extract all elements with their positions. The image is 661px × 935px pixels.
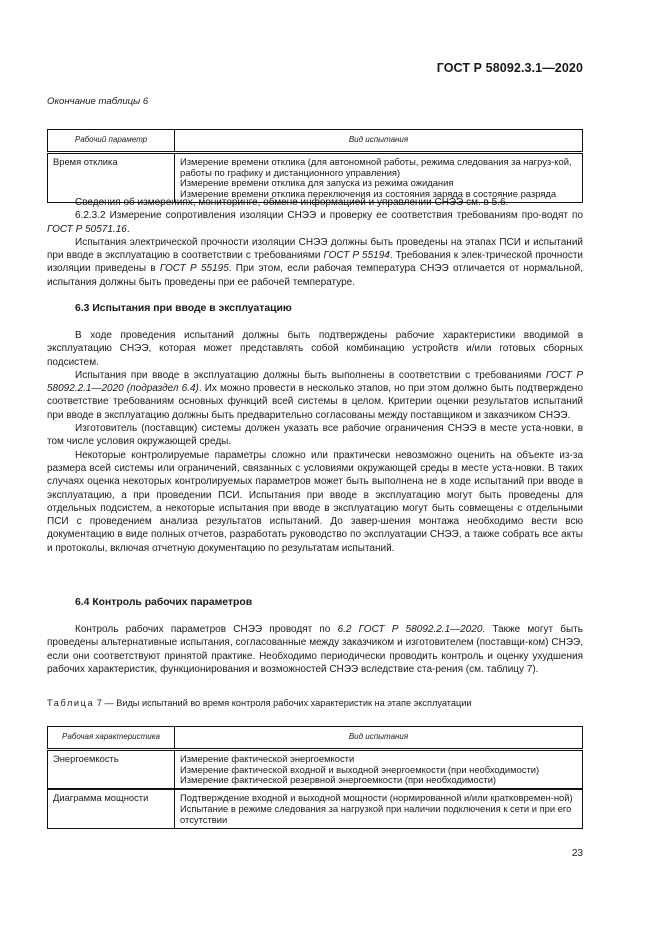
cell-tests: [175, 152, 583, 202]
test-item: Измерение фактической резервной энергоемкости (при необходимости): [180, 774, 497, 786]
cell-tests: [175, 789, 583, 828]
paragraph: Испытания при вводе в эксплуатацию должны быть выполнены в соответствии с требованиями ГОСТ Р 58092.2.1—2020 (подраздел 6.4). Их можно провести в несколько этапов, но при этом должно быть подтверждено соответствие требованиям основных функций всей системы в целом. Критерии оценки результатов испытаний при вводе в эксплуатацию должны быть предварительно согласованы между поставщиком и заказчиком СНЭЭ.: [47, 369, 584, 421]
section-heading-6-4: 6.4 Контроль рабочих параметров: [75, 597, 253, 608]
cell-tests: [175, 749, 583, 789]
table-header-row: [48, 727, 583, 750]
text-block-section-6-4: [47, 623, 583, 676]
test-item: Измерение времени отклика (для автономной работы, режима следования за нагруз-кой, работы по графику и дистанционного управления): [180, 155, 572, 178]
paragraph: Контроль рабочих параметров СНЭЭ проводят по 6.2 ГОСТ Р 58092.2.1—2020. Также могут быть проведены альтернативные испытания, согласованные между заказчиком и изготовителем (поставщи-ком) СНЭЭ, если они соответствуют принятой практике. Необходимо периодически проводить контроль и оценку ухудшения рабочих характеристик, функционирования и возможностей СНЭЭ вследствие ста-рения (см. таблицу 7).: [47, 624, 583, 675]
paragraph: Изготовитель (поставщик) системы должен указать все рабочие ограничения СНЭЭ в месте уста-новки, в том числе условия окружающей среды.: [47, 423, 583, 448]
test-item: Измерение фактической входной и выходной энергоемкости (при необходимости): [180, 763, 540, 775]
standard-reference: ГОСТ Р 58092.2.1—2020 (подраздел 6.4): [47, 369, 583, 395]
column-header-parameter: Рабочий параметр: [48, 130, 175, 153]
section-heading-6-3: 6.3 Испытания при вводе в эксплуатацию: [75, 303, 292, 314]
table-row: [48, 789, 583, 828]
test-item: Измерение времени отклика для запуска из режима ожидания: [180, 177, 454, 189]
column-header-characteristic: Рабочая характеристика: [48, 727, 175, 750]
page-number: 23: [571, 848, 583, 859]
table6-continuation-caption: Окончание таблицы 6: [47, 96, 149, 107]
standard-reference: ГОСТ Р 55195: [159, 263, 229, 275]
standard-reference: 6.2 ГОСТ Р 58092.2.1—2020: [337, 624, 483, 635]
paragraph: 6.2.3.2 Измерение сопротивления изоляции СНЭЭ и проверку ее соответствия требованиям про-водят по ГОСТ Р 50571.16.: [47, 210, 583, 235]
table-row: [48, 749, 583, 789]
standard-reference: ГОСТ Р 50571.16: [47, 223, 127, 235]
cell-parameter: Диаграмма мощности: [48, 789, 175, 828]
paragraph: Испытания электрической прочности изоляции СНЭЭ должны быть проведены на этапах ПСИ и испытаний при вводе в эксплуатацию в соответствии с требованиями ГОСТ Р 55194. Требования к элек-трической прочности изоляции приведены в ГОСТ Р 55195. При этом, если рабочая температура СНЭЭ отличается от нормальной, испытания должны быть проведены при ее рабочей температуре.: [47, 236, 584, 288]
table-7: [47, 726, 583, 829]
standard-reference: ГОСТ Р 55194: [323, 250, 390, 262]
table-row: [48, 152, 583, 202]
cell-parameter: Время отклика: [48, 152, 175, 202]
paragraph: Некоторые контролируемые параметры сложно или практически невозможно оценить на объекте из-за размера всей системы или ограничений, связанных с условиями окружающей среды в месте уста-новки. В таких случаях оценка некоторых контролируемых параметров может быть выполнена не в ходе испытаний при вводе в эксплуатацию, а при проведении ПСИ. Испытания при вводе в эксплуатацию могут быть проведены для отдельных подсистем, а некоторые испытания при вводе в эксплуатацию могут быть совмещены с отдельными ПСИ с проведением анализа результатов испытаний. До завер-шения монтажа необходимо вести всю документацию в виде полных отчетов, разработать руководство по эксплуатации СНЭЭ, а также собрать все акты и протоколы, включая отчетную документацию по результатам испытаний.: [47, 449, 583, 554]
column-header-test-type: Вид испытания: [175, 130, 583, 153]
document-code-header: ГОСТ Р 58092.3.1—2020: [436, 61, 583, 75]
table7-title: Таблица 7 — Виды испытаний во время контроля рабочих характеристик на этапе эксплуатации: [47, 698, 472, 708]
test-item: Измерение времени отклика переключения из состояния заряда в состояние разряда: [180, 188, 557, 200]
test-item: Испытание в режиме следования за нагрузкой при наличии подключения к сети и при его отсутствии: [180, 802, 572, 825]
test-item: Подтверждение входной и выходной мощности (нормированной и/или кратковремен-ной): [180, 792, 573, 804]
cell-parameter: Энергоемкость: [48, 749, 175, 789]
test-item: Измерение фактической энергоемкости: [180, 752, 355, 764]
column-header-test-type: Вид испытания: [175, 727, 583, 750]
text-block-section-6-3: [47, 329, 583, 555]
text-block-insulation: [47, 196, 583, 289]
paragraph: В ходе проведения испытаний должны быть подтверждены рабочие характеристики вводимой в эксплуатацию СНЭЭ, которая может представлять собой комбинацию устройств и/или готовых сборных подсистем.: [47, 330, 583, 368]
table-header-row: [48, 130, 583, 153]
paragraph: Сведения об измерениях, мониторинге, обмене информацией и управлении СНЭЭ см. в 5.6.: [75, 197, 509, 208]
table-6: [47, 129, 583, 203]
